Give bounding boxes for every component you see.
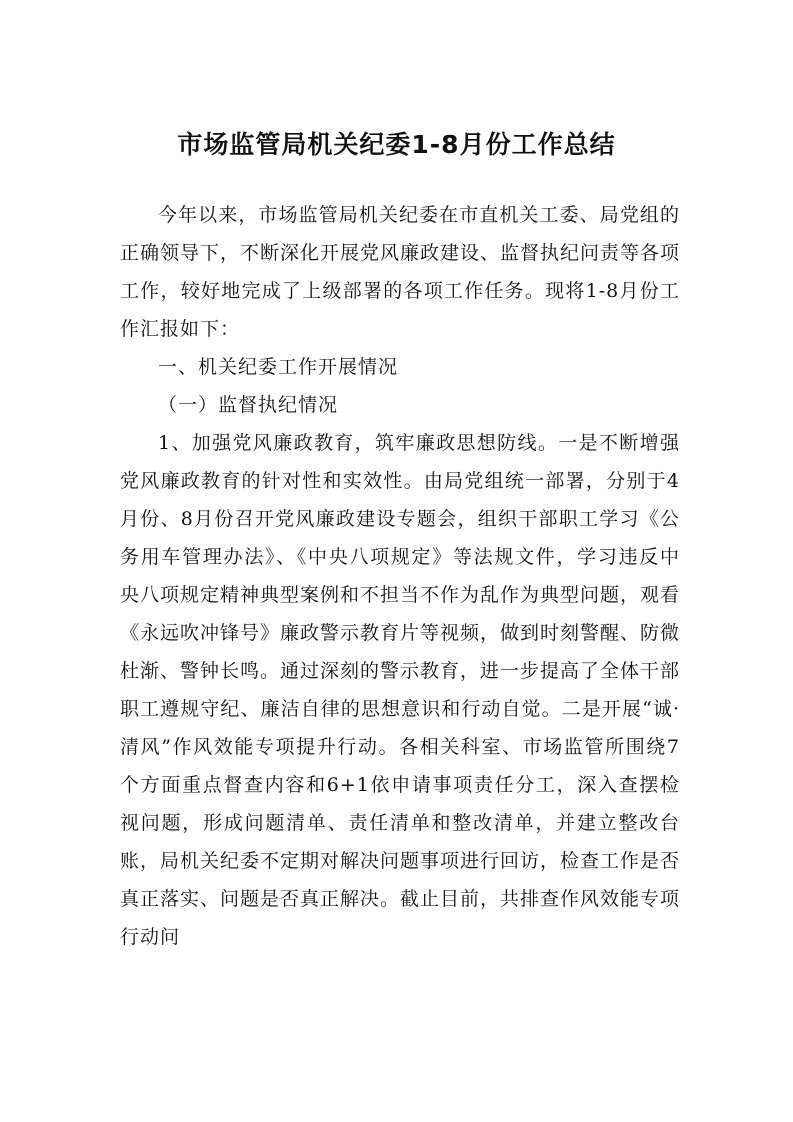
item-paragraph: 1、加强党风廉政教育，筑牢廉政思想防线。一是不断增强党风廉政教育的针对性和实效性。由局党组统一部署，分别于4月份、8月份召开党风廉政建设专题会，组织干部职工学习《公务用车管理办法》、《中央八项规定》等法规文件，学习违反中央八项规定精神典型案例和不担当不作为乱作为典型问题，观看《永远吹冲锋号》廉政警示教育片等视频，做到时刻警醒、防微杜渐、警钟长鸣。通过深刻的警示教育，进一步提高了全体干部职工遵规守纪、廉洁自律的思想意识和行动自觉。二是开展“诚·清风”作风效能专项提升行动。各相关科室、市场监管所围绕7个方面重点督查内容和6+1依申请事项责任分工，深入查摆检视问题，形成问题清单、责任清单和整改清单，并建立整改台账，局机关纪委不定期对解决问题事项进行回访，检查工作是否真正落实、问题是否真正解决。截止目前，共排查作风效能专项行动问 xyxy=(120,432,681,948)
section-heading: 一、机关纪委工作开展情况 xyxy=(158,356,399,378)
intro-paragraph: 今年以来，市场监管局机关纪委在市直机关工委、局党组的正确领导下，不断深化开展党风廉政建设、监督执纪问责等各项工作，较好地完成了上级部署的各项工作任务。现将1-8月份工作汇报如下： xyxy=(120,204,681,340)
subsection-heading: （一）监督执纪情况 xyxy=(158,394,339,416)
document-title: 市场监管局机关纪委1-8月份工作总结 xyxy=(177,130,616,159)
document-body xyxy=(120,196,680,956)
